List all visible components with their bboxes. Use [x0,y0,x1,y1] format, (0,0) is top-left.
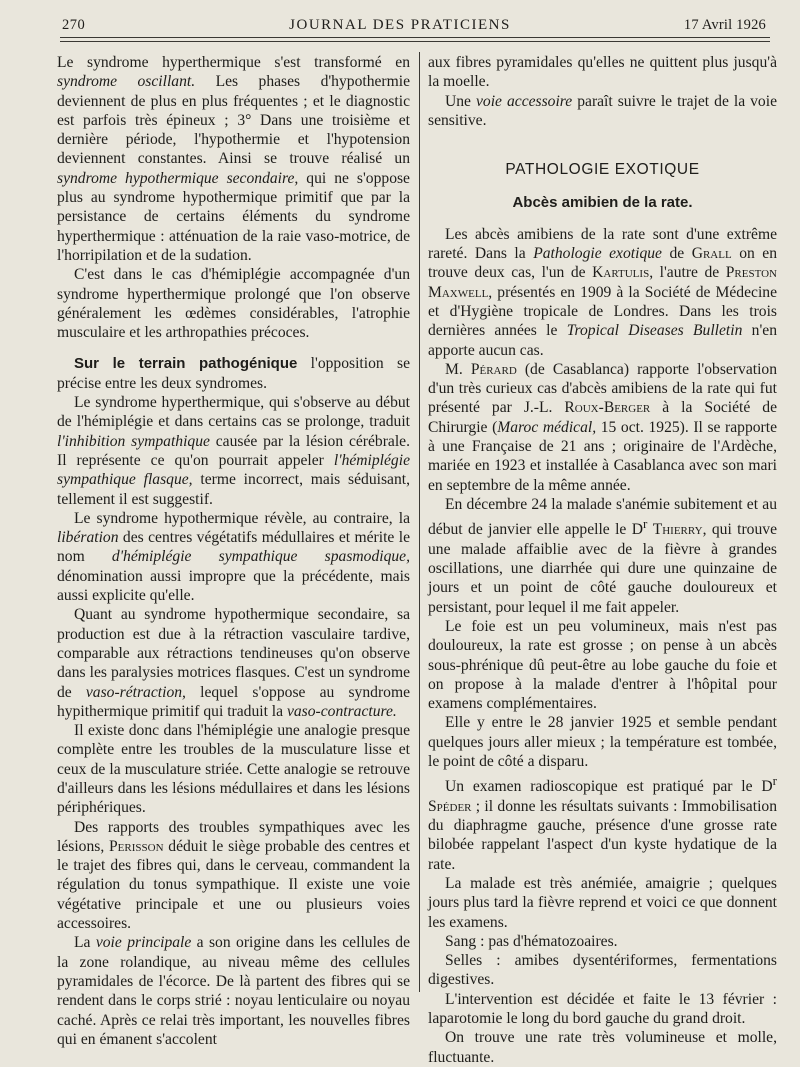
paragraph: Le syndrome hyperthermique s'est transformé en syndrome oscillant. Les phases d'hypothermie deviennent de plus en plus fréquentes ; et le diagnostic est parfois très épineux ; 3° Dans une troisième et dernière période, l'hypothermie et l'hypotension deviennent constantes. Ainsi se trouve réalisé un syndrome hypothermique secondaire, qui ne s'oppose plus au syndrome hypothermique primitif que par la persistance de certains éléments du syndrome hyperthermique : atténuation de la raie vaso-motrice, de l'horripilation et de la sudation. [57,54,410,264]
paragraph: En décembre 24 la malade s'anémie subitement et au début de janvier elle appelle le $D^r$ Thierry, qui trouve une malade affaiblie avec de la fièvre à grandes oscillations, une diarrhée qui dure une quinzaine de jours et un point de côté gauche douloureux et persistant, pour lequel il me fait appeler. [428,495,777,616]
header-rule [60,37,770,38]
paragraph: Le foie est un peu volumineux, mais n'est pas douloureux, la rate est grosse ; on pense à un abcès sous-phrénique dû peut-être au lobe gauche du foie et on propose à la malade d'entrer à l'hôpital pour examens complémentaires. [428,617,777,713]
paragraph: Les abcès amibiens de la rate sont d'une extrême rareté. Dans la Pathologie exotique de Grall on en trouve deux cas, l'un de Kartulis, l'autre de Preston Maxwell, présentés en 1909 à la Société de Médecine et d'Hygiène tropicale de Londres. Dans les trois dernières années le Tropical Diseases Bulletin n'en apporte aucun cas. [428,225,778,359]
paragraph: Sur le terrain pathogénique l'opposition se précise entre les deux syndromes. [57,355,410,392]
paragraph: L'intervention est décidée et faite le 13 février : laparotomie le long du bord gauche du grand droit. [428,990,777,1028]
paragraph: Selles : amibes dysentériformes, fermentations digestives. [428,952,777,989]
paragraph: Sang : pas d'hématozoaires. [445,932,618,950]
paragraph: Elle y entre le 28 janvier 1925 et semble pendant quelques jours aller mieux ; la température est tombée, le point de côté a disparu. [428,714,777,770]
article-title: Abcès amibien de la rate. [512,194,693,212]
paragraph: La voie principale a son origine dans les cellules de la zone rolandique, au niveau même des cellules pyramidales de l'écorce. De là partent des fibres qui se rendent dans le corps strié : noyau lenticulaire ou noyau caché. Après ce relai très important, les nouvelles fibres qui en émanent s'accolent [57,934,410,1048]
paragraph: On trouve une rate très volumineuse et molle, fluctuante. [428,1029,777,1066]
paragraph: Le syndrome hyperthermique, qui s'observe au début de l'hémiplégie et dans certains cas se prolonge, traduit l'inhibition sympathique causée par la lésion cérébrale. Il représente ce qu'on pourrait appeler l'hémiplégie sympathique flasque, terme incorrect, mais séduisant, tellement il est suggestif. [57,394,410,508]
issue-date: 17 Avril 1926 [683,17,766,33]
left-column [57,53,410,1049]
paragraph: Une voie accessoire paraît suivre le trajet de la voie sensitive. [428,92,777,129]
paragraph: Quant au syndrome hypothermique secondaire, sa production est due à la rétraction vasculaire tardive, comparable aux rétractions tendineuses qu'on observe dans les paralysies motrices flasques. C'est un syndrome de vaso-rétraction, lequel s'oppose au syndrome hypithermique primitif qui traduit la vaso-contracture. [57,606,410,720]
run-in-heading: Sur le terrain pathogénique [74,355,298,373]
header-rule-second [60,41,770,42]
paragraph: aux fibres pyramidales qu'elles ne quittent plus jusqu'à la moelle. [428,54,777,91]
paragraph: C'est dans le cas d'hémiplégie accompagnée d'un syndrome hyperthermique prolongé que l'on observe généralement les œdèmes considérables, l'atrophie musculaire et les arthropathies précoces. [57,266,410,342]
paragraph: Il existe donc dans l'hémiplégie une analogie presque complète entre les troubles de la musculature lisse et ceux de la musculature striée. Cette analogie se retrouve d'ailleurs dans les lésions médullaires et dans les lésions périphériques. [57,722,410,817]
paragraph: Des rapports des troubles sympathiques avec les lésions, Perisson déduit le siège probable des centres et le trajet des fibres qui, dans le cerveau, commandent la régulation du tonus sympathique. Il existe une voie végétative principale et une ou plusieurs voies accessoires. [57,818,410,933]
right-column [428,53,777,1067]
paragraph: Le syndrome hypothermique révèle, au contraire, la libération des centres végétatifs médullaires et mérite le nom d'hémiplégie sympathique spasmodique, dénomination aussi impropre que la précédente, mais aussi explicite qu'elle. [57,509,411,605]
paragraph: Un examen radioscopique est pratiqué par le $D^r$ Spéder ; il donne les résultats suivants : Immobilisation du diaphragme gauche, présence d'une grosse rate bilobée rappelant l'aspect d'un kyste hydatique de la rate. [428,773,777,873]
column-separator [419,52,420,992]
paragraph: M. Pérard (de Casablanca) rapporte l'observation d'un très curieux cas d'abcès amibiens de la rate qui fut présenté par J.-L. Roux-Berger à la Société de Chirurgie (Maroc médical, 15 oct. 1925). Il se rapporte à une Française de 21 ans ; originaire de l'Ardèche, mariée en 1923 et installée à Casablanca avec son mari en septembre de la même année. [428,360,778,494]
page-number: 270 [62,17,86,33]
paragraph: La malade est très anémiée, amaigrie ; quelques jours plus tard la fièvre reprend et voici ce que donnent les examens. [428,874,777,931]
section-title: PATHOLOGIE EXOTIQUE [505,161,700,179]
journal-title: JOURNAL DES PRATICIENS [289,17,511,33]
